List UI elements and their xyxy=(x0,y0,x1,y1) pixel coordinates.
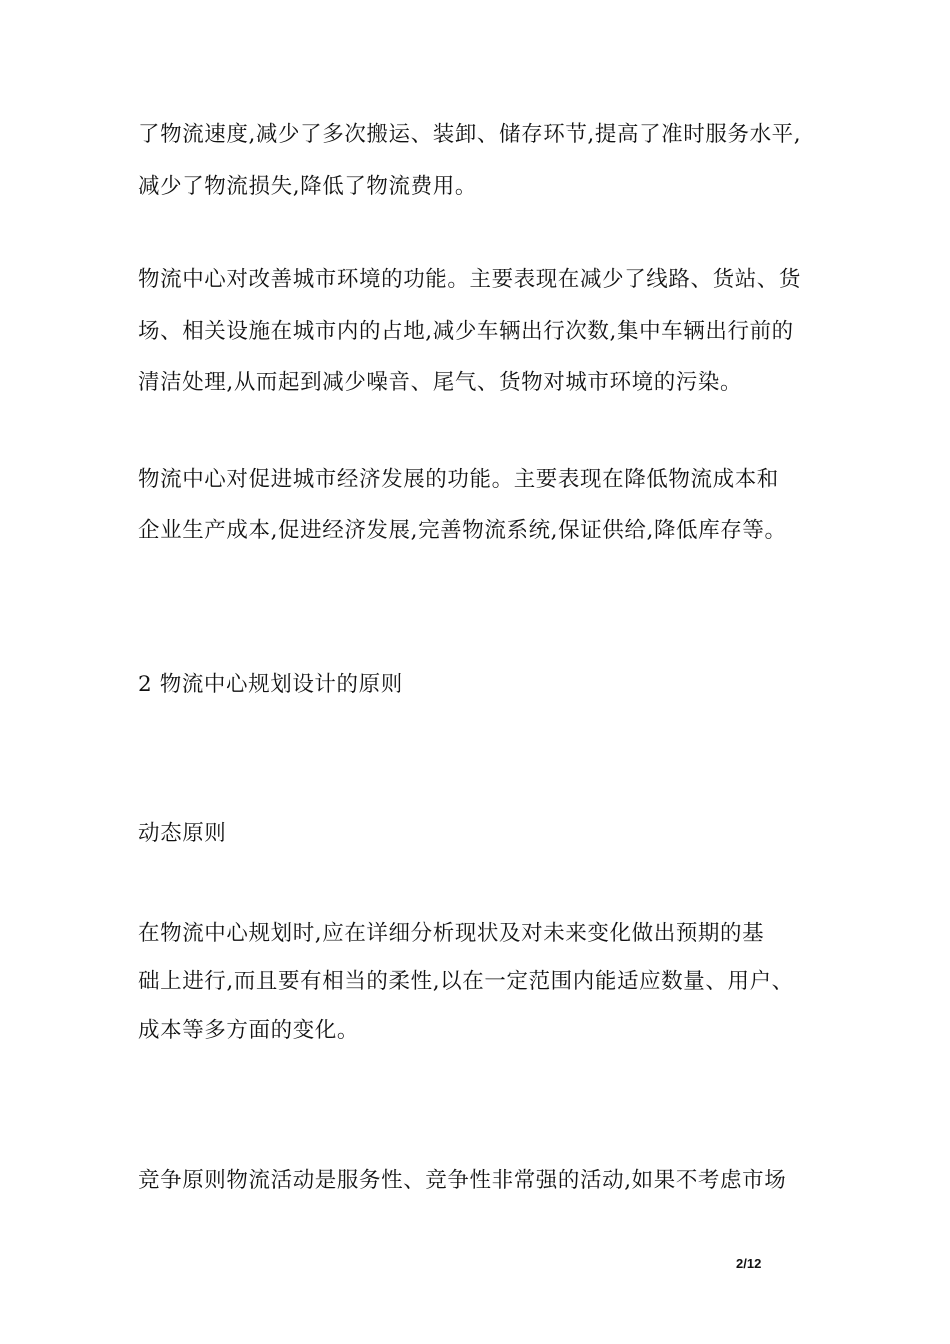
paragraph-4-line-3: 成本等多方面的变化。 xyxy=(138,1018,360,1043)
paragraph-2-line-3: 清洁处理,从而起到减少噪音、尾气、货物对城市环境的污染。 xyxy=(138,370,743,395)
paragraph-3-line-2: 企业生产成本,促进经济发展,完善物流系统,保证供给,降低库存等。 xyxy=(138,518,787,543)
paragraph-4-line-1: 在物流中心规划时,应在详细分析现状及对未来变化做出预期的基 xyxy=(138,921,765,946)
paragraph-5-line-1: 竞争原则物流活动是服务性、竞争性非常强的活动,如果不考虑市场 xyxy=(138,1168,787,1193)
paragraph-1-line-2: 减少了物流损失,降低了物流费用。 xyxy=(138,174,477,199)
page-number: 2/12 xyxy=(736,1256,762,1271)
sub-heading: 动态原则 xyxy=(138,821,227,846)
paragraph-2-line-2: 场、相关设施在城市内的占地,减少车辆出行次数,集中车辆出行前的 xyxy=(138,319,794,344)
paragraph-1-line-1: 了物流速度,减少了多次搬运、装卸、储存环节,提高了准时服务水平, xyxy=(138,122,802,147)
paragraph-4-line-2: 础上进行,而且要有相当的柔性,以在一定范围内能适应数量、用户、 xyxy=(138,969,794,994)
paragraph-3-line-1: 物流中心对促进城市经济发展的功能。主要表现在降低物流成本和 xyxy=(138,467,779,492)
section-heading: 2 物流中心规划设计的原则 xyxy=(138,672,403,697)
paragraph-2-line-1: 物流中心对改善城市环境的功能。主要表现在减少了线路、货站、货 xyxy=(138,267,802,292)
